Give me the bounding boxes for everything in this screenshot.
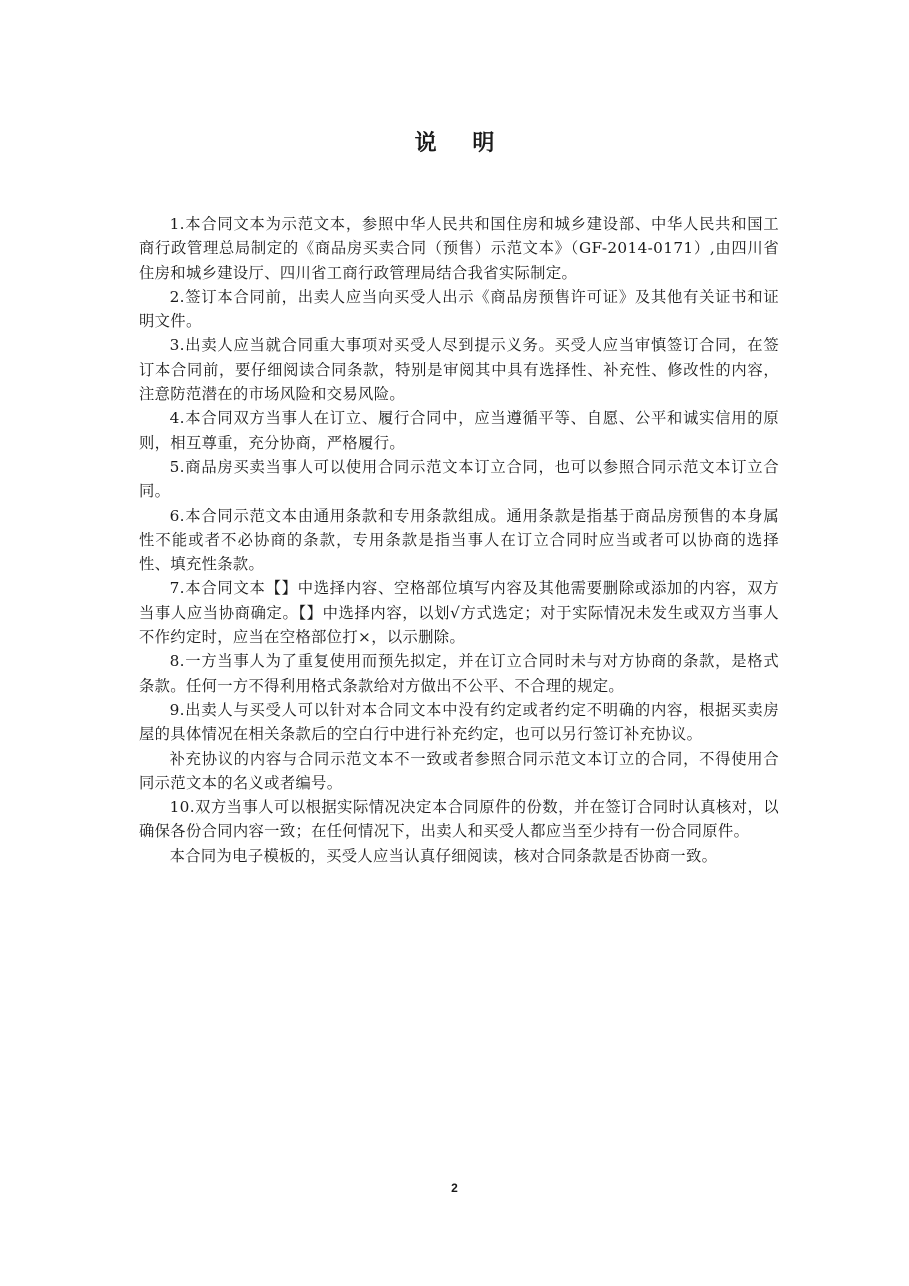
paragraph-8: 8.一方当事人为了重复使用而预先拟定，并在订立合同时未与对方协商的条款，是格式条款。任何一方不得利用格式条款给对方做出不公平、不合理的规定。 bbox=[139, 652, 779, 695]
paragraph-4: 4.本合同双方当事人在订立、履行合同中，应当遵循平等、自愿、公平和诚实信用的原则，相互尊重，充分协商，严格履行。 bbox=[139, 409, 779, 452]
page-number: 2 bbox=[451, 1181, 458, 1195]
paragraph-9: 9.出卖人与买受人可以针对本合同文本中没有约定或者约定不明确的内容，根据买卖房屋的具体情况在相关条款后的空白行中进行补充约定，也可以另行签订补充协议。 bbox=[139, 700, 779, 744]
paragraph-3: 3.出卖人应当就合同重大事项对买受人尽到提示义务。买受人应当审慎签订合同，在签订本合同前，要仔细阅读合同条款，特别是审阅其中具有选择性、补充性、修改性的内容，注意防范潜在的市场风险和交易风险。 bbox=[139, 336, 779, 404]
page-title: 说 明 bbox=[414, 130, 509, 156]
paragraph-supplement: 补充协议的内容与合同示范文本不一致或者参照合同示范文本订立的合同，不得使用合同示范文本的名义或者编号。 bbox=[139, 749, 779, 792]
instructions-body bbox=[139, 212, 779, 868]
paragraph-electronic-template: 本合同为电子模板的，买受人应当认真仔细阅读，核对合同条款是否协商一致。 bbox=[169, 846, 718, 865]
paragraph-7: 7.本合同文本【】中选择内容、空格部位填写内容及其他需要删除或添加的内容，双方当事人应当协商确定。【】中选择内容，以划√方式选定；对于实际情况未发生或双方当事人不作约定时，应当在空格部位打×，以示删除。 bbox=[139, 579, 779, 647]
paragraph-1: 1.本合同文本为示范文本，参照中华人民共和国住房和城乡建设部、中华人民共和国工商行政管理总局制定的《商品房买卖合同（预售）示范文本》（GF-2014-0171）,由四川省住房和城乡建设厅、四川省工商行政管理局结合我省实际制定。 bbox=[139, 215, 779, 282]
paragraph-2: 2.签订本合同前，出卖人应当向买受人出示《商品房预售许可证》及其他有关证书和证明文件。 bbox=[139, 287, 779, 331]
paragraph-6: 6.本合同示范文本由通用条款和专用条款组成。通用条款是指基于商品房预售的本身属性不能或者不必协商的条款，专用条款是指当事人在订立合同时应当或者可以协商的选择性、填充性条款。 bbox=[139, 506, 779, 574]
paragraph-10: 10.双方当事人可以根据实际情况决定本合同原件的份数，并在签订合同时认真核对，以确保各份合同内容一致；在任何情况下，出卖人和买受人都应当至少持有一份合同原件。 bbox=[139, 798, 779, 841]
paragraph-5: 5.商品房买卖当事人可以使用合同示范文本订立合同，也可以参照合同示范文本订立合同。 bbox=[139, 457, 779, 501]
